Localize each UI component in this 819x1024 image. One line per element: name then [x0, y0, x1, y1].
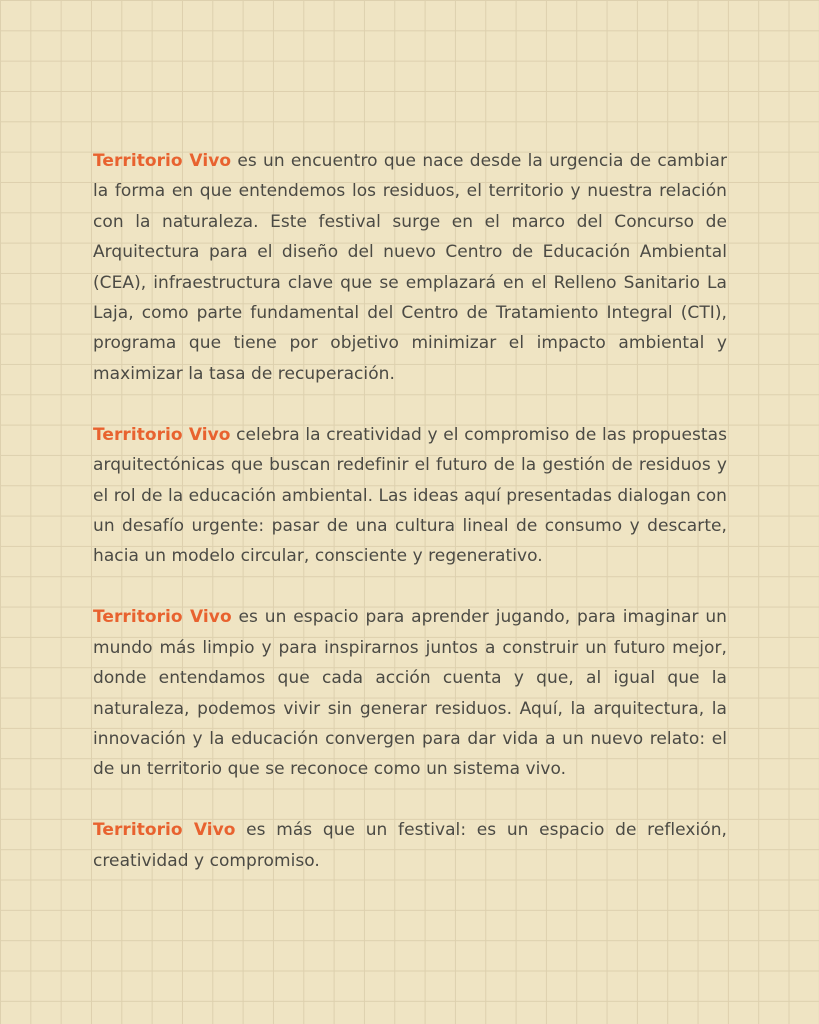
- text-block: [93, 146, 727, 907]
- paragraph-intro: [93, 146, 727, 389]
- paragraph-text: es un encuentro que nace desde la urgencia de cambiar la forma en que entendemos los residuos, el territorio y nuestra relación con la naturaleza. Este festival surge en el marco del Concurso de Arquitectura para el diseño del nuevo Centro de Educación Ambiental (CEA), infraestructura clave que se emplazará en el Relleno Sanitario La Laja, como parte fundamental del Centro de Tratamiento Integral (CTI), programa que tiene por objetivo minimizar el impacto ambiental y maximizar la tasa de recuperación.: [93, 151, 727, 384]
- paragraph-closing: [93, 815, 727, 876]
- paragraph-celebration: [93, 420, 727, 572]
- paragraph-text: es un espacio para aprender jugando, para imaginar un mundo más limpio y para inspirarnos juntos a construir un futuro mejor, donde entendamos que cada acción cuenta y que, al igual que la naturaleza, podemos vivir sin generar residuos. Aquí, la arquitectura, la innovación y la educación convergen para dar vida a un nuevo relato: el de un territorio que se reconoce como un sistema vivo.: [93, 607, 727, 780]
- paragraph-learning: [93, 602, 727, 784]
- brand-highlight: Territorio Vivo: [93, 424, 231, 445]
- brand-highlight: Territorio Vivo: [93, 607, 232, 628]
- brand-highlight: Territorio Vivo: [93, 151, 232, 171]
- paragraph-text: celebra la creatividad y el compromiso de las propuestas arquitectónicas que buscan redefinir el futuro de la gestión de residuos y el rol de la educación ambiental. Las ideas aquí presentadas dialogan con un desafío urgente: pasar de una cultura lineal de consumo y descarte, hacia un modelo circular, consciente y regenerativo.: [93, 424, 727, 567]
- paragraph-text: es más que un festival: es un espacio de reflexión, creatividad y compromiso.: [93, 820, 727, 871]
- brand-highlight: Territorio Vivo: [93, 820, 236, 841]
